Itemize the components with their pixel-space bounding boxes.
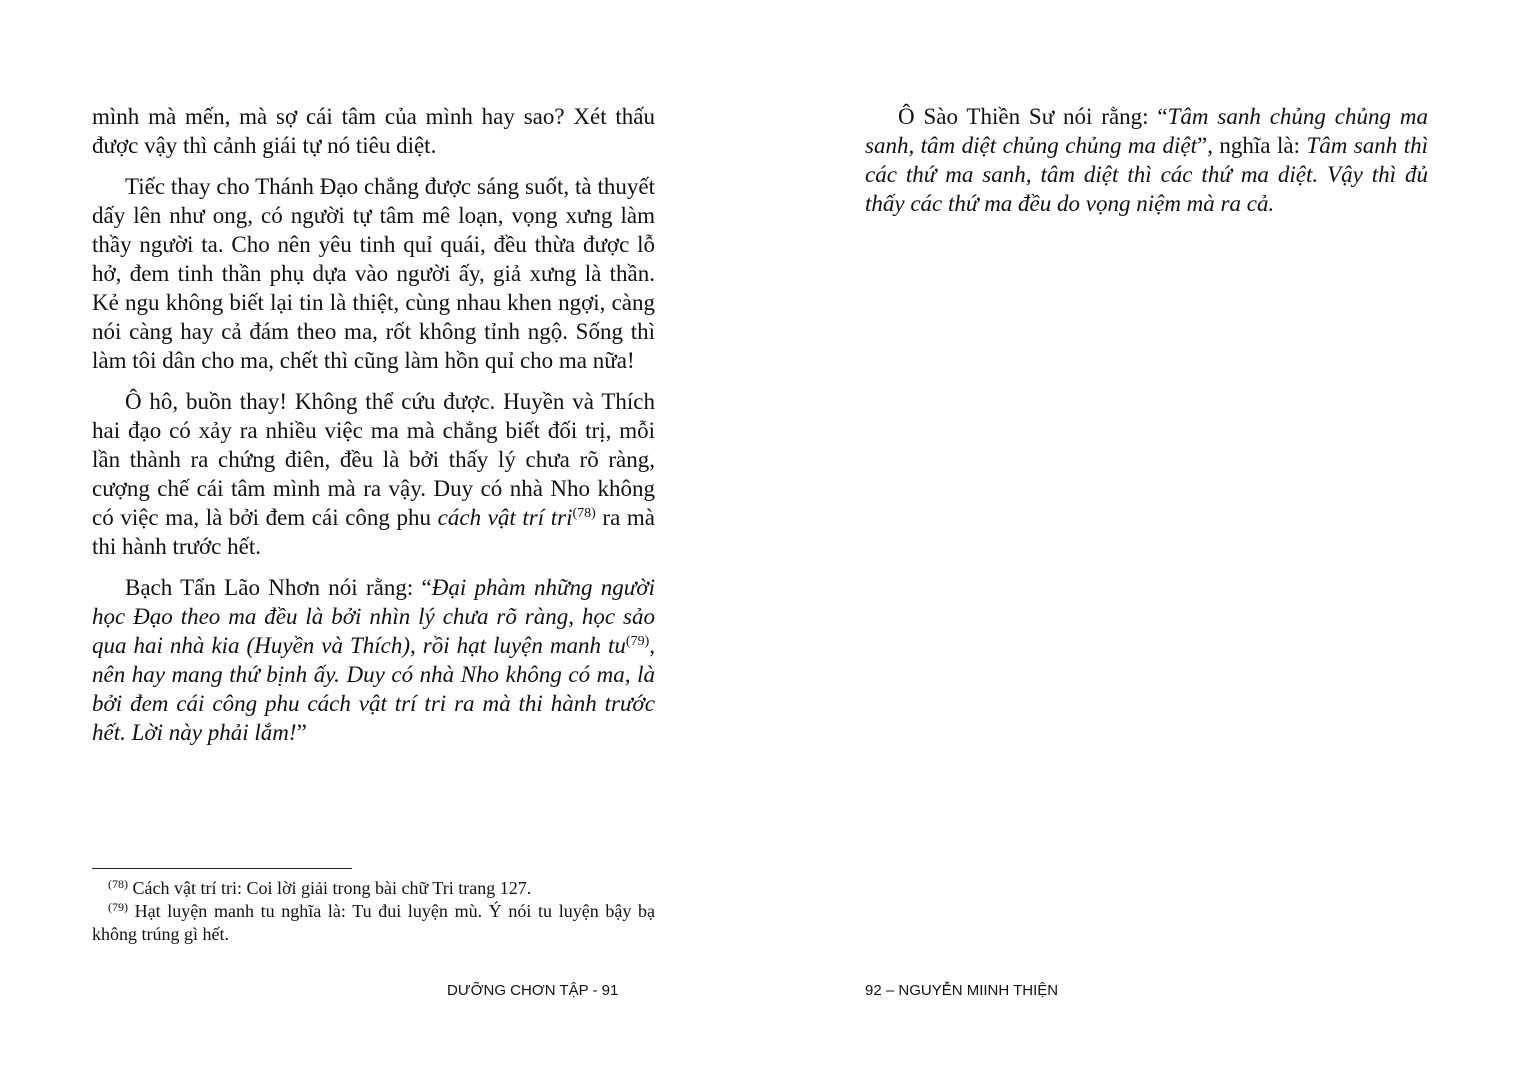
right-paragraph-1 (865, 102, 1428, 218)
paragraph-3-italic-term: cách vật trí tri (437, 505, 573, 530)
left-page-body (92, 102, 655, 759)
footnote-divider (92, 868, 352, 869)
footnote-78 (92, 877, 655, 900)
footnotes (92, 877, 655, 946)
right-page-footer: 92 – NGUYỄN MIINH THIỆN (865, 982, 1059, 999)
paragraph-3-text: Ô hô, buồn thay! Không thể cứu được. Huyền và Thích hai đạo có xảy ra nhiều việc ma mà chẳng biết đối trị, mỗi lần thành ra chứng điên, đều là bởi thấy lý chưa rõ ràng, cượng chế cái tâm mình mà ra vậy. Duy có nhà Nho không có việc ma, là bởi đem cái công phu (92, 389, 655, 530)
paragraph-4 (92, 573, 655, 747)
paragraph-4-quote-part-2: , nên hay mang thứ bịnh ấy. Duy có nhà Nho không có ma, là bởi đem cái công phu cách vật trí tri ra mà thi hành trước hết. Lời này phải lắm! (92, 633, 655, 745)
right-page-body (865, 102, 1428, 230)
right-paragraph-1-quote: Tâm sanh chủng chủng ma sanh, tâm diệt chủng chủng ma diệt (865, 104, 1428, 158)
paragraph-2-text: Tiếc thay cho Thánh Đạo chẳng được sáng suốt, tà thuyết dấy lên như ong, có người tự tâm mê loạn, vọng xưng làm thầy người ta. Cho nên yêu tinh quỉ quái, đều thừa được lỗ hở, đem tinh thần phụ dựa vào người ấy, giả xưng là thần. Kẻ ngu không biết lại tin là thiệt, cùng nhau khen ngợi, càng nói càng hay cả đám theo ma, rốt không tỉnh ngộ. Sống thì làm tôi dân cho ma, chết thì cũng làm hồn quỉ cho ma nữa! (92, 174, 655, 373)
footnote-ref-78[interactable]: (78) (572, 506, 596, 521)
paragraph-4-closing-quote: ” (296, 720, 307, 745)
footnote-ref-79[interactable]: (79) (625, 634, 650, 649)
right-paragraph-1-explanation: Tâm sanh thì các thứ ma sanh, tâm diệt thì các thứ ma diệt. Vậy thì đủ thấy các thứ ma đều do vọng niệm mà ra cả. (865, 133, 1428, 216)
footnote-78-mark: (78) (108, 877, 128, 891)
paragraph-1-text: mình mà mến, mà sợ cái tâm của mình hay sao? Xét thấu được vậy thì cảnh giái tự nó tiêu diệt. (92, 104, 655, 158)
paragraph-4-quote-part-1: Đại phàm những người học Đạo theo ma đều là bởi nhìn lý chưa rõ ràng, học sảo qua hai nhà kia (Huyền và Thích), rồi hạt luyện manh tu (92, 575, 655, 658)
paragraph-4-text: Bạch Tẩn Lão Nhơn nói rằng: “ (125, 575, 432, 600)
paragraph-1 (92, 102, 655, 160)
paragraph-3-text-end: ra mà thi hành trước hết. (92, 505, 656, 559)
paragraph-2 (92, 172, 655, 375)
footnote-79-mark: (79) (108, 900, 128, 914)
footnote-79 (92, 900, 655, 946)
right-paragraph-1-text: Ô Sào Thiền Sư nói rằng: “ (898, 104, 1168, 129)
left-page-footer: DƯỠNG CHƠN TẬP - 91 (447, 982, 619, 999)
footnote-79-text: Hạt luyện manh tu nghĩa là: Tu đui luyện mù. Ý nói tu luyện bậy bạ không trúng gì hết. (92, 901, 655, 944)
right-paragraph-1-text-mid: ”, nghĩa là: (1196, 133, 1307, 158)
paragraph-3 (92, 387, 655, 561)
footnote-78-text: Cách vật trí tri: Coi lời giải trong bài chữ Tri trang 127. (128, 878, 532, 898)
